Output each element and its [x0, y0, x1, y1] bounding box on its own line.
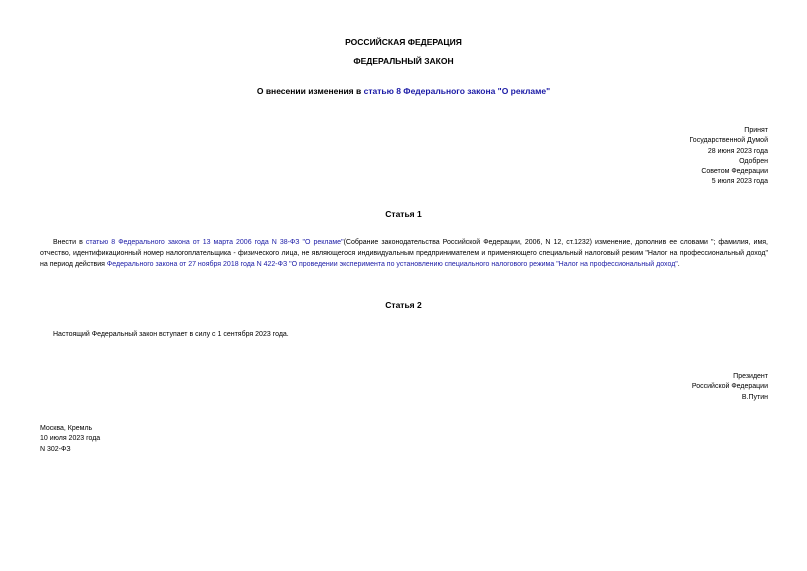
- article-1-heading: Статья 1: [385, 209, 422, 219]
- signature-line: Российской Федерации: [691, 383, 768, 391]
- adoption-line: 5 июля 2023 года: [711, 178, 768, 186]
- law-38fz-link[interactable]: статью 8 Федерального закона от 13 марта 2006 года N 38-ФЗ "О рекламе": [85, 239, 344, 246]
- signature-line: В.Путин: [741, 393, 768, 401]
- document-type-heading: ФЕДЕРАЛЬНЫЙ ЗАКОН: [353, 56, 454, 66]
- adoption-line: Одобрен: [739, 157, 768, 165]
- law-title-link[interactable]: статью 8 Федерального закона "О рекламе": [363, 86, 551, 96]
- country-heading: РОССИЙСКАЯ ФЕДЕРАЦИЯ: [345, 37, 462, 47]
- adoption-line: Государственной Думой: [689, 137, 768, 145]
- place-line: Москва, Кремль: [40, 425, 93, 432]
- law-number-line: N 302-ФЗ: [40, 445, 71, 453]
- article-1-text: [40, 238, 768, 270]
- law-title: [0, 86, 807, 96]
- law-422fz-link[interactable]: Федерального закона от 27 ноября 2018 года N 422-ФЗ "О проведении эксперимента по установлению специального налогового режима "Налог на профессиональный доход": [106, 260, 678, 268]
- date-line: 10 июля 2023 года: [40, 435, 101, 443]
- signature-block: [568, 372, 768, 403]
- adoption-line: Советом Федерации: [701, 168, 768, 176]
- place-date-block: [40, 424, 100, 455]
- article-1-text-part: Внести в: [53, 239, 86, 246]
- article-2-text: [40, 330, 768, 341]
- signature-line: Президент: [733, 373, 768, 380]
- article-2-heading: Статья 2: [385, 300, 422, 310]
- article-1-text-part: .: [677, 260, 680, 268]
- article-1-text-part: (Собрание законодательства Российской Федерации, 2006, N 12, ст.1232) изменение, дополнив ее словами "; фамилия, имя, отчество, идентификационный номер налогоплательщика - физического лица, не являющегося индивидуальным предпринимателем и применяющего специальный налоговый режим "Налог на профессиональный доход" на период действия: [40, 239, 768, 268]
- article-2-text-part: Настоящий Федеральный закон вступает в силу с 1 сентября 2023 года.: [53, 331, 289, 338]
- adoption-block: [568, 126, 768, 188]
- adoption-line: 28 июня 2023 года: [707, 147, 768, 155]
- adoption-line: Принят: [744, 127, 768, 134]
- law-title-prefix: О внесении изменения в: [256, 86, 364, 96]
